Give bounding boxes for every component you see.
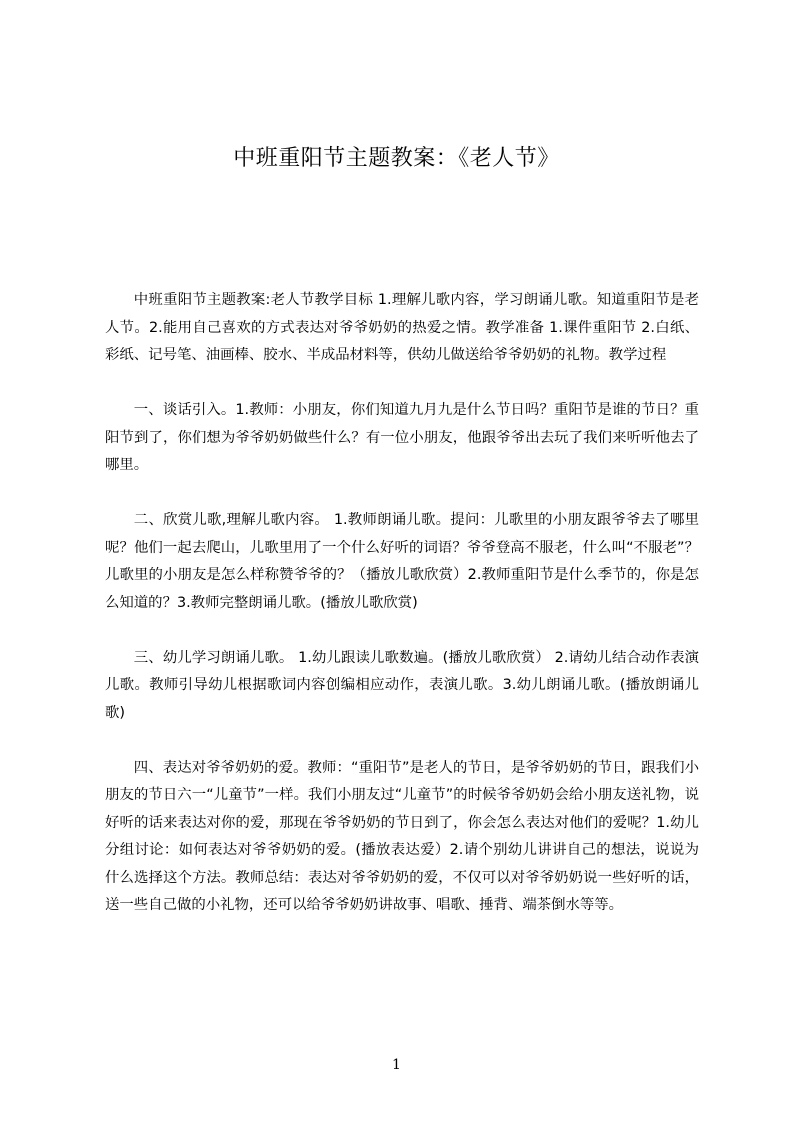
document-body [105, 287, 699, 947]
paragraph-recitation: 三、幼儿学习朗诵儿歌。 1.幼儿跟读儿歌数遍。(播放儿歌欣赏） 2.请幼儿结合动作表演儿歌。教师引导幼儿根据歌词内容创编相应动作，表演儿歌。3.幼儿朗诵儿歌。(播放朗诵儿歌) [105, 649, 699, 721]
page-number: 1 [392, 1057, 401, 1073]
page-title: 中班重阳节主题教案：《老人节》 [233, 146, 560, 171]
paragraph-appreciation: 二、欣赏儿歌,理解儿歌内容。 1.教师朗诵儿歌。提问：儿歌里的小朋友跟爷爷去了哪里呢？他们一起去爬山，儿歌里用了一个什么好听的词语？爷爷登高不服老，什么叫“不服老”？儿歌里的小朋友是怎么样称赞爷爷的？（播放儿歌欣赏）2.教师重阳节是什么季节的，你是怎么知道的？3.教师完整朗诵儿歌。(播放儿歌欣赏) [105, 512, 699, 611]
paragraph-objectives: 中班重阳节主题教案:老人节教学目标 1.理解儿歌内容，学习朗诵儿歌。知道重阳节是老人节。2.能用自己喜欢的方式表达对爷爷奶奶的热爱之情。教学准备 1.课件重阳节 2.白纸、彩纸、记号笔、油画棒、胶水、半成品材料等，供幼儿做送给爷爷奶奶的礼物。教学过程 [105, 292, 699, 363]
paragraph-introduction: 一、谈话引入。1.教师：小朋友，你们知道九月九是什么节日吗？重阳节是谁的节日？重阳节到了，你们想为爷爷奶奶做些什么？有一位小朋友，他跟爷爷出去玩了我们来听听他去了哪里。 [105, 402, 699, 473]
paragraph-expressing-love: 四、表达对爷爷奶奶的爱。教师：“重阳节”是老人的节日，是爷爷奶奶的节日，跟我们小朋友的节日六一“儿童节”一样。我们小朋友过“儿童节”的时候爷爷奶奶会给小朋友送礼物，说好听的话来表达对你的爱，那现在爷爷奶奶的节日到了，你会怎么表达对他们的爱呢？1.幼儿分组讨论：如何表达对爷爷奶奶的爱。(播放表达爱）2.请个别幼儿讲讲自己的想法，说说为什么选择这个方法。教师总结：表达对爷爷奶奶的爱，不仅可以对爷爷奶奶说一些好听的话，送一些自己做的小礼物，还可以给爷爷奶奶讲故事、唱歌、捶背、端茶倒水等等。 [105, 759, 699, 913]
